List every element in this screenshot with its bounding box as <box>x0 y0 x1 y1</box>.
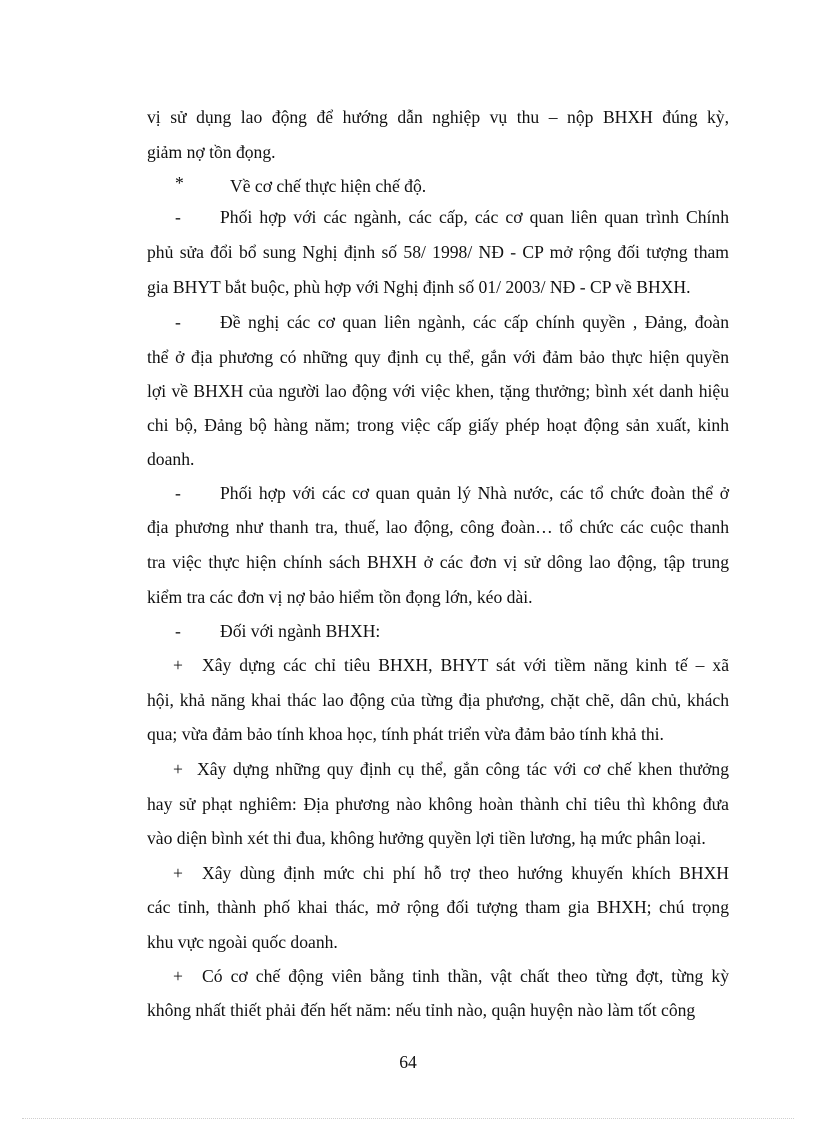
text-line: Đề nghị các cơ quan liên ngành, các cấp chính quyền , Đảng, đoàn <box>220 312 729 332</box>
text-line: không nhất thiết phải đến hết năm: nếu tỉnh nào, quận huyện nào làm tốt công <box>147 1000 696 1020</box>
text-line: qua; vừa đảm bảo tính khoa học, tính phát triển vừa đảm bảo tính khả thi. <box>147 724 664 744</box>
text-line: vị sử dụng lao động để hướng dẫn nghiệp vụ thu – nộp BHXH đúng kỳ, <box>147 107 729 127</box>
page-bottom-divider <box>22 1118 794 1119</box>
text-line: chi bộ, Đảng bộ hàng năm; trong việc cấp giấy phép hoạt động sản xuất, kinh <box>147 415 729 435</box>
text-line: Xây dựng những quy định cụ thể, gắn công tác với cơ chế khen thưởng <box>197 759 729 779</box>
text-line: giảm nợ tồn đọng. <box>147 142 276 162</box>
asterisk-bullet: * <box>175 173 184 193</box>
text-line: doanh. <box>147 449 195 469</box>
text-line: phủ sửa đổi bổ sung Nghị định số 58/ 1998/ NĐ - CP mở rộng đối tượng tham <box>147 242 729 262</box>
text-line: các tỉnh, thành phố khai thác, mở rộng đối tượng tham gia BHXH; chú trọng <box>147 897 729 917</box>
plus-bullet: + <box>173 966 183 986</box>
text-line: hội, khả năng khai thác lao động của từng địa phương, chặt chẽ, dân chủ, khách <box>147 690 729 710</box>
plus-bullet: + <box>173 863 183 883</box>
text-line: Xây dựng các chỉ tiêu BHXH, BHYT sát với tiềm năng kinh tế – xã <box>202 655 729 675</box>
section-heading: Về cơ chế thực hiện chế độ. <box>230 176 427 196</box>
dash-bullet: - <box>175 621 181 641</box>
page-number: 64 <box>399 1052 417 1072</box>
dash-bullet: - <box>175 483 181 503</box>
text-line: Phối hợp với các cơ quan quản lý Nhà nước, các tổ chức đoàn thể ở <box>220 483 729 503</box>
text-line: lợi về BHXH của người lao động với việc khen, tặng thưởng; bình xét danh hiệu <box>147 381 729 401</box>
dash-bullet: - <box>175 207 181 227</box>
text-line: kiểm tra các đơn vị nợ bảo hiểm tồn đọng lớn, kéo dài. <box>147 587 533 607</box>
text-line: hay sử phạt nghiêm: Địa phương nào không hoàn thành chỉ tiêu thì không đưa <box>147 794 729 814</box>
text-line: Đối với ngành BHXH: <box>220 621 381 641</box>
text-line: vào diện bình xét thi đua, không hưởng quyền lợi tiền lương, hạ mức phân loại. <box>147 828 706 848</box>
text-line: Xây dùng định mức chi phí hỗ trợ theo hướng khuyến khích BHXH <box>202 863 729 883</box>
text-line: Có cơ chế động viên bằng tinh thần, vật chất theo từng đợt, từng kỳ <box>202 966 729 986</box>
plus-bullet: + <box>173 655 183 675</box>
text-line: tra việc thực hiện chính sách BHXH ở các đơn vị sử dông lao động, tập trung <box>147 552 729 572</box>
dash-bullet: - <box>175 312 181 332</box>
text-line: Phối hợp với các ngành, các cấp, các cơ quan liên quan trình Chính <box>220 207 729 227</box>
text-line: khu vực ngoài quốc doanh. <box>147 932 338 952</box>
plus-bullet: + <box>173 759 183 779</box>
text-line: địa phương như thanh tra, thuế, lao động, công đoàn… tổ chức các cuộc thanh <box>147 517 729 537</box>
text-line: thể ở địa phương có những quy định cụ thể, gắn với đảm bảo thực hiện quyền <box>147 347 729 367</box>
text-line: gia BHYT bắt buộc, phù hợp với Nghị định số 01/ 2003/ NĐ - CP về BHXH. <box>147 277 691 297</box>
